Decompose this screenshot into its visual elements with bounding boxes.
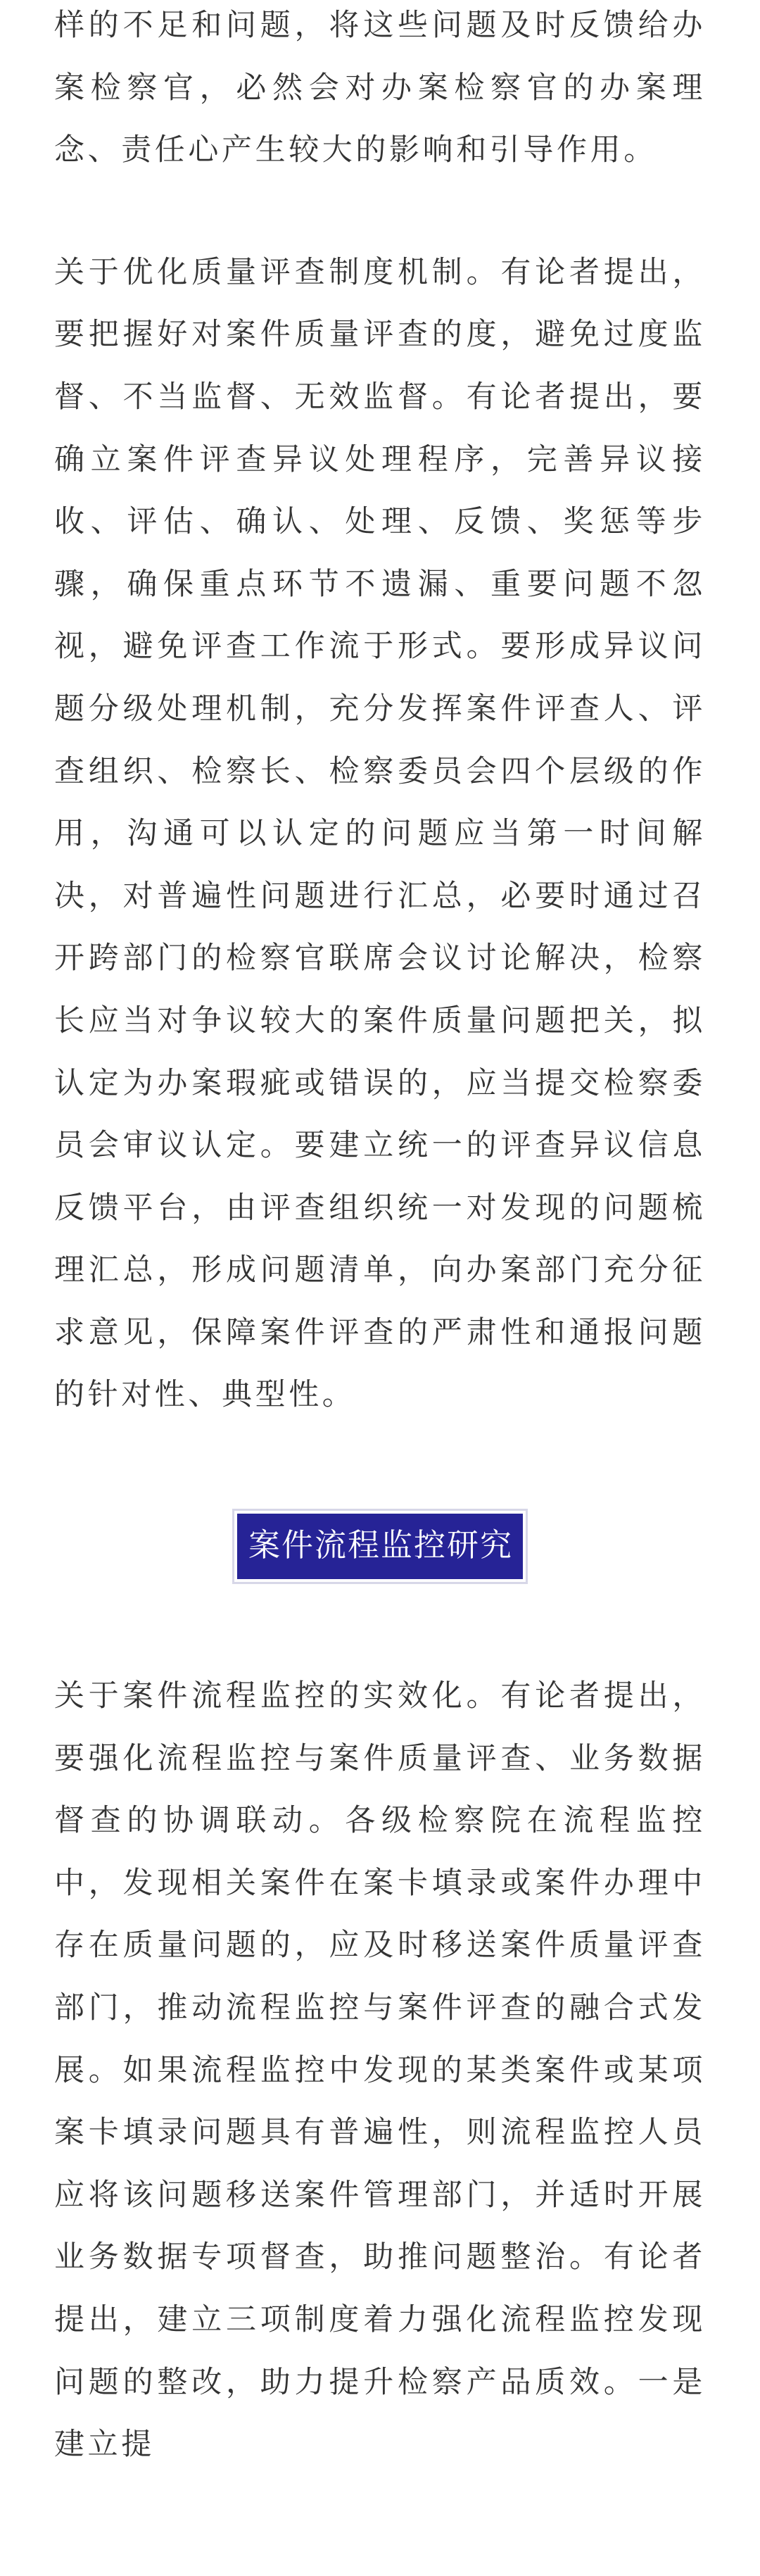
paragraph-gap	[54, 182, 706, 241]
article-body	[54, 0, 706, 2476]
section-heading-wrapper	[54, 1514, 706, 1579]
paragraph-1: 样的不足和问题，将这些问题及时反馈给办案检察官，必然会对办案检察官的办案理念、责任心产生较大的影响和引导作用。	[54, 8, 706, 168]
section-heading: 案件流程监控研究	[237, 1514, 523, 1579]
paragraph-2: 关于优化质量评查制度机制。有论者提出，要把握好对案件质量评查的度，避免过度监督、不当监督、无效监督。有论者提出，要确立案件评查异议处理程序，完善异议接收、评估、确认、处理、反馈、奖惩等步骤，确保重点环节不遗漏、重要问题不忽视，避免评查工作流于形式。要形成异议问题分级处理机制，充分发挥案件评查人、评查组织、检察长、检察委员会四个层级的作用，沟通可以认定的问题应当第一时间解决，对普遍性问题进行汇总，必要时通过召开跨部门的检察官联席会议讨论解决，检察长应当对争议较大的案件质量问题把关，拟认定为办案瑕疵或错误的，应当提交检察委员会审议认定。要建立统一的评查异议信息反馈平台，由评查组织统一对发现的问题梳理汇总，形成问题清单，向办案部门充分征求意见，保障案件评查的严肃性和通报问题的针对性、典型性。	[54, 254, 706, 1413]
paragraph-3: 关于案件流程监控的实效化。有论者提出，要强化流程监控与案件质量评查、业务数据督查的协调联动。各级检察院在流程监控中，发现相关案件在案卡填录或案件办理中存在质量问题的，应及时移送案件质量评查部门，推动流程监控与案件评查的融合式发展。如果流程监控中发现的某类案件或某项案卡填录问题具有普遍性，则流程监控人员应将该问题移送案件管理部门，并适时开展业务数据专项督查，助推问题整治。有论者提出，建立三项制度着力强化流程监控发现问题的整改，助力提升检察产品质效。一是建立提	[54, 1678, 706, 2463]
